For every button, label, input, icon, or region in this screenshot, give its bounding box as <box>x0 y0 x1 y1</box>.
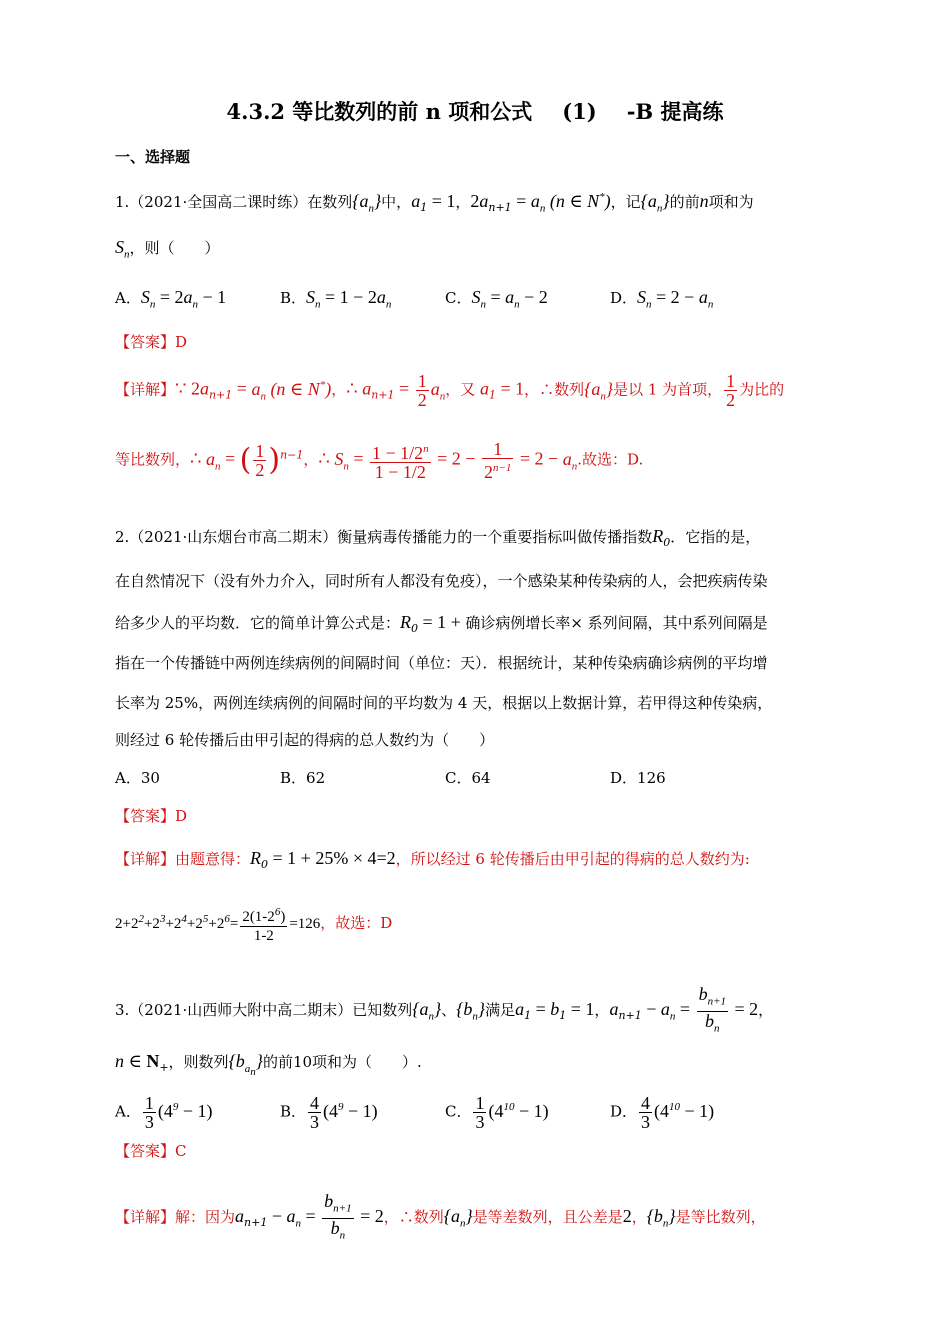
q3-option-d: D． $\frac{4}{3}$ $(4^{10} - 1)$ <box>610 1093 715 1132</box>
q1-answer: 【答案】D <box>115 333 188 351</box>
q1-option-a: A．$S_n = 2a_n - 1$ <box>115 287 227 311</box>
q3-detail: 【详解】解：因为$a_{n+1} - a_n$ = $\frac{b_{n+1}}{b_n}$ = 2，∴数列$\{a_n\}$是等差数列，且公差是2，$\{b_n\}$是等比数列， <box>115 1191 766 1242</box>
q2-line-5: 长率为 25%，两例连续病例的间隔时间的平均数为 4 天，根据以上数据计算，若甲得这种传染病， <box>115 694 773 712</box>
page-title <box>0 96 950 126</box>
q1-option-c: C．$S_n = a_n - 2$ <box>445 287 548 311</box>
q2-options <box>115 767 835 793</box>
q2-option-a: A．30 <box>115 769 160 787</box>
q2-line-4: 指在一个传播链中两例连续病例的间隔时间（单位：天）．根据统计，某种传染病确诊病例的平均增 <box>115 654 768 672</box>
q2-option-b: B．62 <box>280 769 326 787</box>
title-part: (1) <box>562 99 597 124</box>
q2-option-d: D．126 <box>610 769 666 787</box>
q1-detail: 【详解】∵ $2a_{n+1} = a_n$ (n ∈ N*)，∴ $a_{n+1}$ = $\frac{1}{2}$ $a_n$，又 $a_1 = 1$，∴数列$\{a_n\}$是以 1 为首项， $\frac{1}{2}$ 为比的 <box>115 371 785 410</box>
q2-answer: 【答案】D <box>115 807 188 825</box>
q2-option-c: C．64 <box>445 769 491 787</box>
q3-option-b: B． $\frac{4}{3}$ $(4^9 - 1)$ <box>280 1093 378 1132</box>
q3-answer: 【答案】C <box>115 1142 187 1160</box>
q2-line-3: 给多少人的平均数．它的简单计算公式是：$R_0 = 1$ + 确诊病例增长率× 系列间隔，其中系列间隔是 <box>115 612 768 635</box>
q3-options <box>115 1093 835 1132</box>
q3-stem: 3.（2021·山西师大附中高二期末）已知数列$\{a_n\}$、$\{b_n\}$满足$a_1 = b_1 = 1$，$a_{n+1} - a_n$ = $\frac{b_{n+1}}{b_n}$ = 2， <box>115 984 774 1035</box>
section-heading: 一、选择题 <box>115 148 191 166</box>
q3-stem-cont: n ∈ $N_+$，则数列$\{b_{a_n}\}$的前10项和为（ ）. <box>115 1051 422 1078</box>
q2-line-6: 则经过 6 轮传播后由甲引起的得病的总人数约为（ ） <box>115 731 495 749</box>
q1-stem: 1.（2021·全国高二课时练）在数列$\{a_n\}$中，$a_1 = 1$，$2a_{n+1} = a_n$ (n ∈ N*)，记$\{a_n\}$的前n项和为 <box>115 191 754 215</box>
q2-detail-formula: $2+2^2+2^3+2^4+2^5+2^6=$ $\frac{2(1-2^6)}{1-2}$ =126，故选：D <box>115 903 392 945</box>
q1-stem-cont: $S_n$，则（ ） <box>115 237 220 261</box>
title-suffix: -B 提高练 <box>626 99 724 124</box>
q2-line-1: 2.（2021·山东烟台市高二期末）衡量病毒传播能力的一个重要指标叫做传播指数$R_0$．它指的是， <box>115 526 761 549</box>
q1-detail-cont: 等比数列，∴ $a_n$ = ( $\frac{1}{2}$ )$^{n-1}$，∴ $S_n$ = $\frac{1 - 1/2^n}{1 - 1/2}$ = 2 − $\frac{1}{2^{n-1}}$ = $2 - a_n$.故选：D. <box>115 439 644 482</box>
q2-detail: 【详解】由题意得：$R_0 = 1 + 25\% \times 4=2$，所以经过 6 轮传播后由甲引起的得病的总人数约为: <box>115 848 750 871</box>
q2-line-2: 在自然情况下（没有外力介入，同时所有人都没有免疫），一个感染某种传染病的人，会把疾病传染 <box>115 572 768 590</box>
title-main: 4.3.2 等比数列的前 n 项和公式 <box>226 99 533 124</box>
q1-options <box>115 287 835 313</box>
q1-option-d: D．$S_n = 2 - a_n$ <box>610 287 714 311</box>
q3-option-c: C． $\frac{1}{3}$ $(4^{10} - 1)$ <box>445 1093 549 1132</box>
q3-option-a: A． $\frac{1}{3}$ $(4^9 - 1)$ <box>115 1093 213 1132</box>
q1-option-b: B．$S_n = 1 - 2a_n$ <box>280 287 392 311</box>
